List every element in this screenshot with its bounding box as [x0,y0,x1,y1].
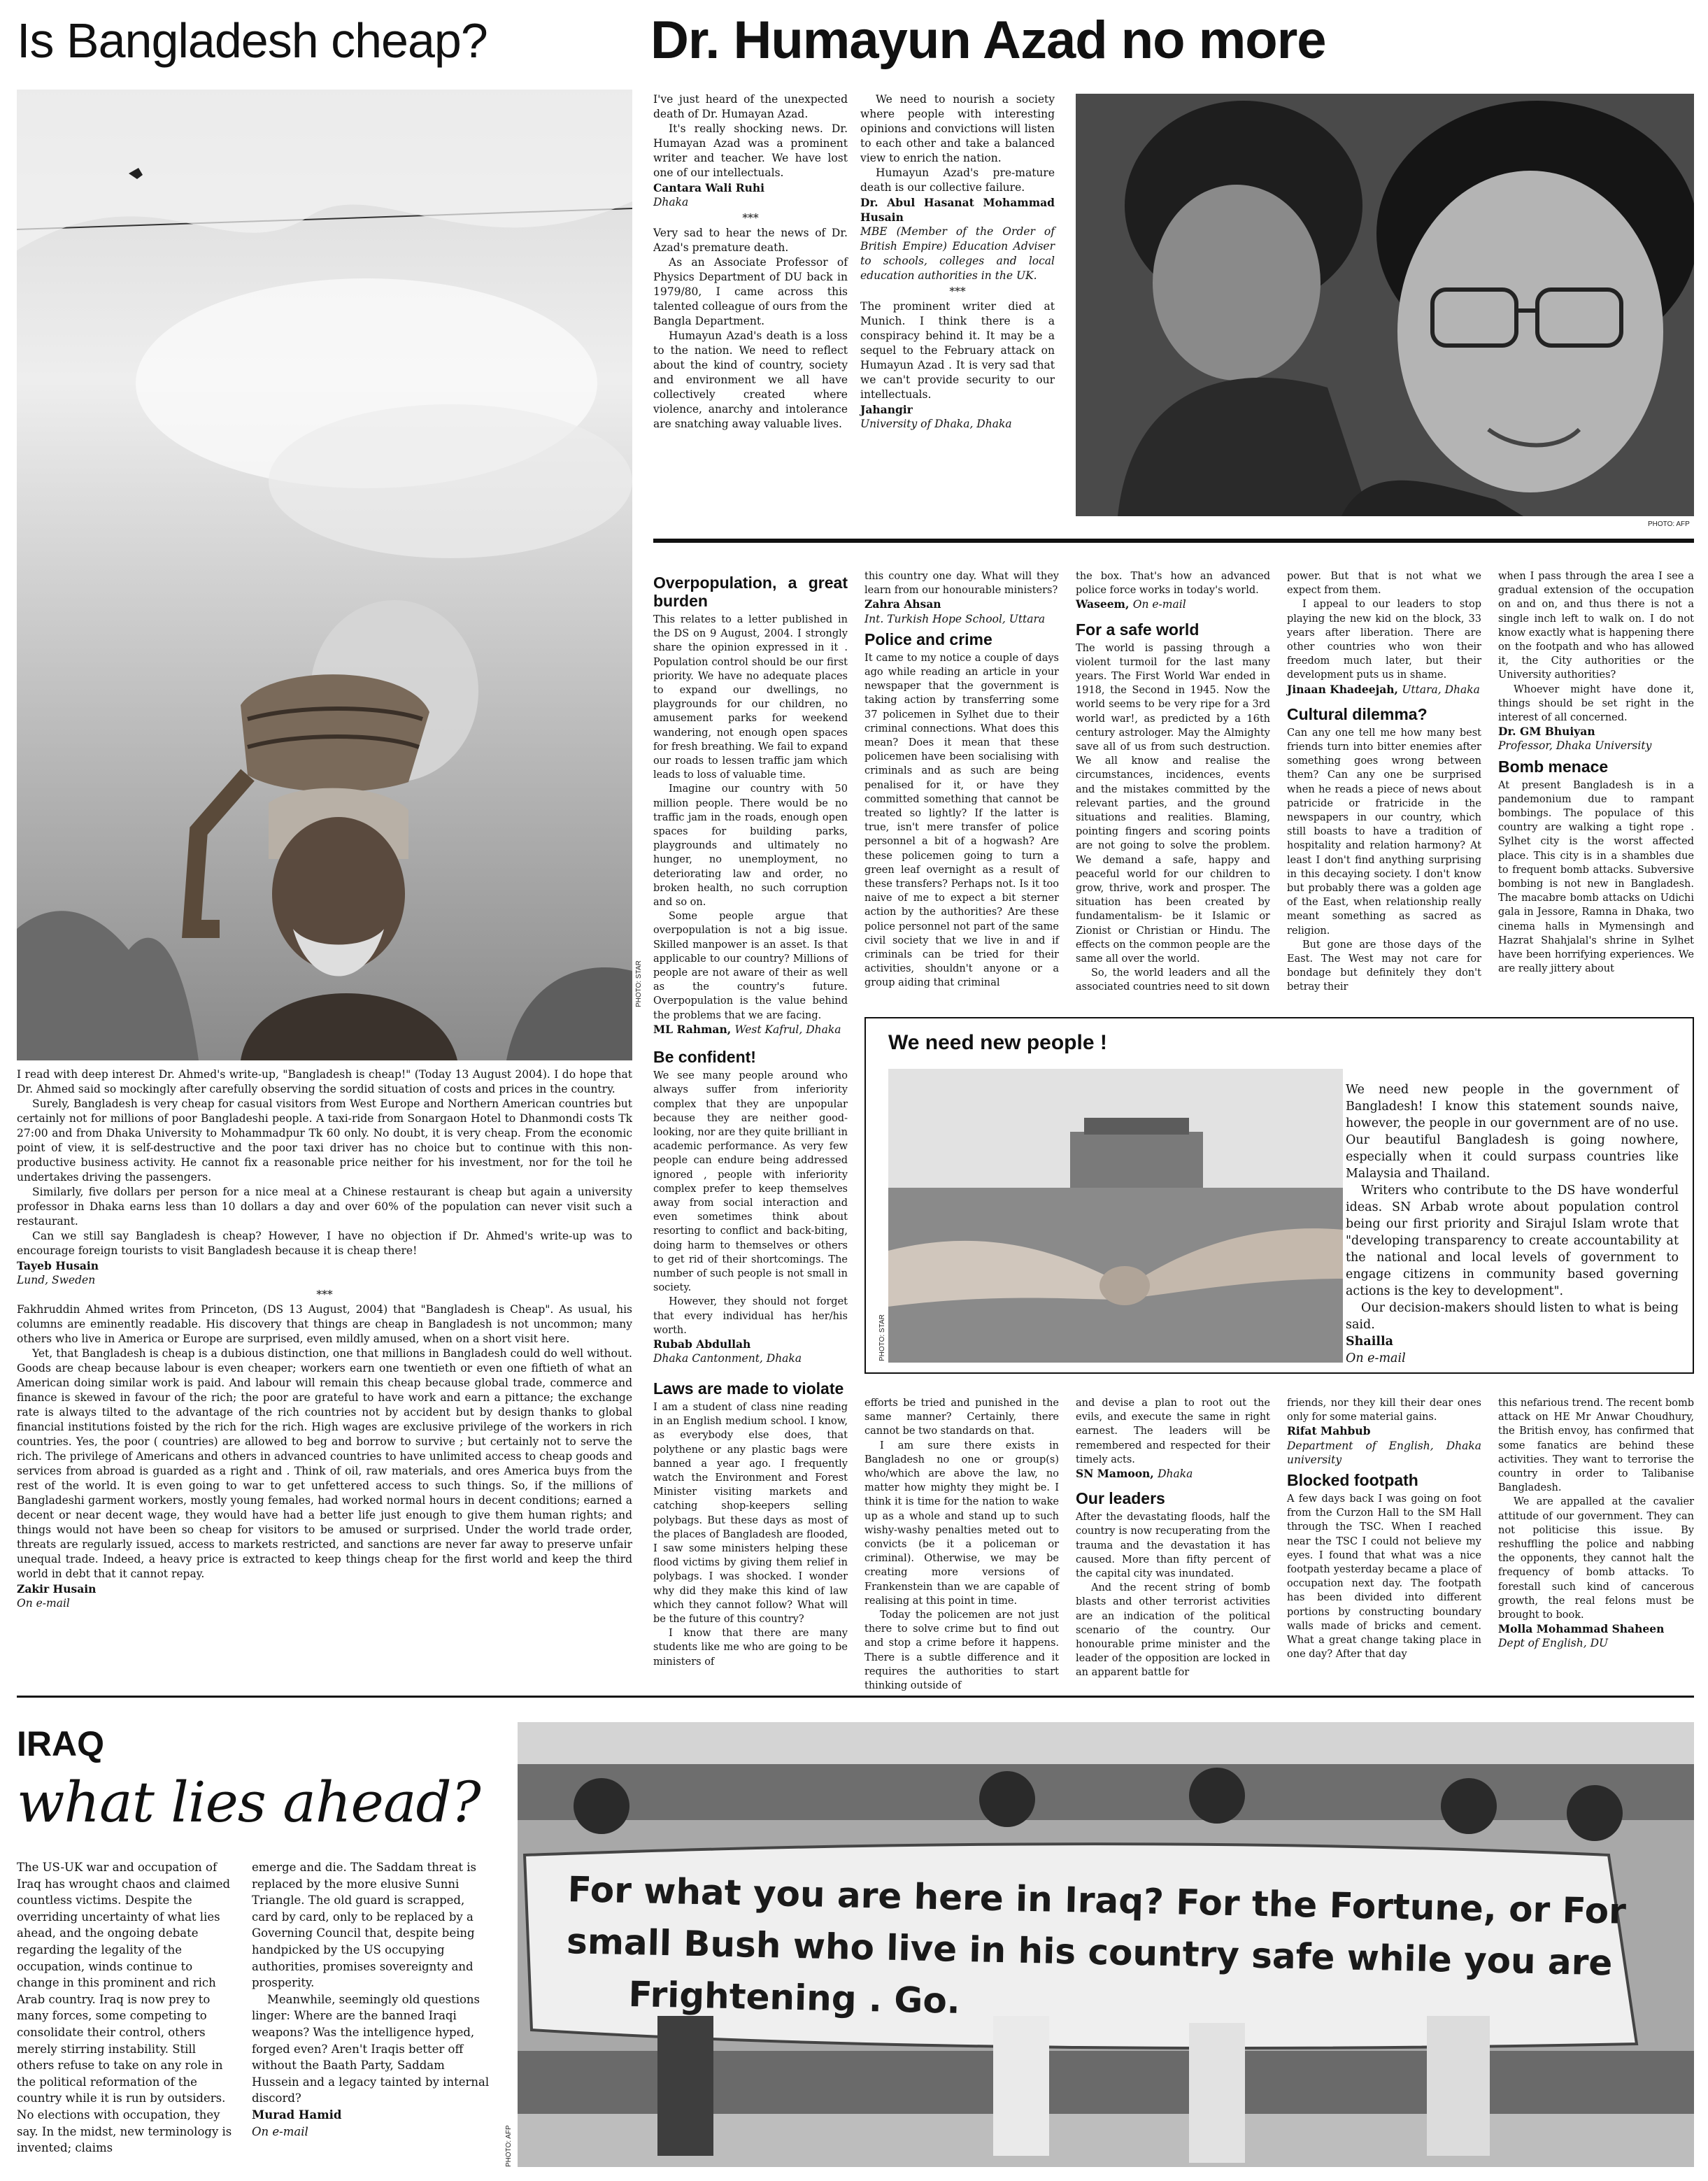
overpop-sig: ML Rahman, West Kafrul, Dhaka [653,1022,841,1036]
azad-c2-aff2: University of Dhaka, Dhaka [860,418,1012,430]
letters-col-2 [864,569,1059,990]
foot-pre: friends, nor they kill their dear ones only for some material gains. [1287,1398,1481,1423]
leaders-title: Our leaders [1076,1489,1165,1508]
protest-banner [565,1863,1631,2041]
letters-col-4 [1287,569,1481,995]
newpeople-p3: Our decision-makers should listen to what is being said. [1346,1301,1679,1332]
confident-p2: However, they should not forget that every individual has her/his worth. [653,1296,848,1336]
azad-c2-aff1: MBE (Member of the Order of British Empire) Education Adviser to schools, colleges and local education authorities in the UK. [860,225,1055,282]
cult-pre2: I appeal to our leaders to stop playing the new kid on the block, 33 years after liberation. There are other countries who won their freedom much later, but their development puts us in shame. [1287,599,1481,681]
laws-p2: I know that there are many students like me who are going to be ministers of [653,1628,848,1668]
left-headline: Is Bangladesh cheap? [17,13,488,68]
azad-c2-sig2: Jahangir [860,403,913,416]
letters-col-1 [653,569,848,1365]
police-pre-sig: Zahra Ahsan [864,597,941,611]
photo-hands [888,1069,1343,1363]
police-p1: It came to my notice a couple of days ago while reading an article in your newspaper that the government is taking action by transferring some 37 policemen in Sylhet due to their criminal connections. What does this mean? Does it mean that these policemen have been socialising with criminals and as such are being penalised for it, or have they committed something that cannot be treated so lightly? If the latter is true, isn't mere transfer of police personnel a bit of a hogwash? Are these policemen going to turn a green leaf overnight as a result of these transfers? Perhaps not. Is it too naive of me to expect a bit sterner action by the authorities? Are these police personnel not part of the same civil society that we live in and if criminals can be tried for their activities, shouldn't anyone or a group aiding that criminal [864,652,1059,989]
safe-pre-sig: Waseem, On e-mail [1076,597,1186,611]
footpath-col [1287,1396,1481,1661]
azad-c2-sig1: Dr. Abul Hasanat Mohammad Husain [860,196,1055,224]
safe-p2: So, the world leaders and all the associated countries need to sit down [1076,967,1270,993]
photo-credit-afp-1: PHOTO: AFP [1648,520,1690,528]
iraq-c2-p2: Meanwhile, seemingly old questions linger: Where are the banned Iraqi weapons? Was the intelligence hyped, forged even? Aren't Iraqis better off without the Baath Party, Saddam Hussein and a legacy tainted by internal discord? [252,1992,490,2105]
section-rule [653,539,1694,543]
newpeople-sig: Shailla [1346,1335,1393,1349]
cheap-p4: Can we still say Bangladesh is cheap? However, I have no objection if Dr. Ahmed's write-up was to encourage foreign tourists to visit Bangladesh because it is cheap there! [17,1230,632,1257]
iraq-title: what lies ahead? [17,1770,481,1835]
iraq-c2-p1: emerge and die. The Saddam threat is replaced by the more elusive Sunni Triangle. The old guard is scrapped, card by card, only to be replaced by a Governing Council that, despite being handpicked by the US occupying authorities, promises sovereignty and prosperity. [252,1861,477,1990]
cheap-p3: Similarly, five dollars per person for a nice meal at a Chinese restaurant is cheap but again a university professor in Dhaka earns less than 10 dollars a day and over 60% of the population can never visit such a restaurant. [17,1186,632,1228]
safe-p1: The world is passing through a violent turmoil for the last many years. The First World War ended in 1918, the Second in 1945. Now the world seems to be very ripe for a 3rd world war!, as predicted by a 16th century astrologer. May the Almighty save all of us from such destruction. We all know and realise the circumstances, incidences, events and the mistakes committed by the relevant parties, and the ground situations and realities. Blaming, pointing fingers and scoring points are not going to solve the problem. We demand a safe, happy and peaceful world for our children to grow, thrive, work and prosper. The situation has been created by fundamentalism- be it Islamic or Zionist or Christian or Hindu. The effects on the common people are the same all over the world. [1076,642,1270,965]
photo-iraq-protest [518,1722,1694,2167]
cult-title: Cultural dilemma? [1287,704,1428,723]
azad-col-1 [653,92,848,432]
photo-azad [1076,94,1694,516]
newpeople-text [1346,1081,1679,1367]
azad-c1-aff1: Dhaka [653,196,689,208]
last-col [1498,1396,1694,1651]
azad-c2-p2: Humayun Azad's pre-mature death is our collective failure. [860,166,1055,194]
last-sig: Molla Mohammad Shaheen [1498,1622,1665,1636]
azad-c1-p4: As an Associate Professor of Physics Department of DU back in 1979/80, I came across this talented colleague of ours from the Bangla Department. [653,256,848,327]
photo-basket-carrier [17,90,632,1060]
bomb-pre: when I pass through the area I see a gradual extension of the occupation on and on, and thus there is not a single inch left to walk on. I do not know exactly what is happening there on the footpath and who has allowed it, the City authorities or the University authorities? [1498,571,1694,681]
overpop-title: Overpopulation, a great burden [653,574,848,610]
photo-credit-afp-2: PHOTO: AFP [505,2125,513,2167]
azad-c1-sig1: Cantara Wali Ruhi [653,181,765,194]
confident-p1: We see many people around who always suffer from inferiority complex that they are unpopular because they are neither good-looking, nor are they quite brilliant in academic performance. As very few people can endure being addressed ignored , people with inferiority complex prefer to keep themselves away from social interaction and even sometimes think about resorting to conflict and back-biting, doing harm to themselves or others to get rid of their shortcomings. The number of such people is not small in society. [653,1070,848,1294]
bottom-rule [17,1696,1694,1698]
cheap-p2: Surely, Bangladesh is very cheap for casual visitors from West Europe and Northern American countries but certainly not for millions of poor Bangladeshi people. A taxi-ride from Sonargaon Hotel to Dhanmondi costs Tk 27:00 and from Dhaka University to Mohammadpur Tk 60 only. No doubt, it is very cheap. From the economic point of view, it is self-destructive and the poor taxi driver has no choice but to continue with this non-productive business activity. He cannot fix a reasonable price neither for his investment, nor for the toil he undertakes driving the passengers. [17,1097,632,1184]
leaders-pre-sig: SN Mamoon, Dhaka [1076,1467,1193,1481]
bomb-p1: At present Bangladesh is in a pandemonium due to rampant bombings. The populace of this country are walking a tight rope . Sylhet city is the worst affected place. This city is in a shambles due to frequent bomb attacks. Subversive bombing is not new in Bangladesh. The macabre bomb attacks on Udichi gala in Jessore, Ramna in Dhaka, two cinema halls in Mymensingh and Hazrat Shahjalal's shrine in Sylhet have been horrifying experiences. We are really jittery about [1498,779,1694,975]
cheap-aff1: Lund, Sweden [17,1274,96,1286]
iraq-aff: On e-mail [252,2124,308,2138]
banner-line-2: small Bush who live in his country safe while you are [566,1921,1613,1984]
bomb-pre2: Whoever might have done it, things should be set right in the interest of all concerned. [1498,683,1694,724]
bomb-title: Bomb menace [1498,757,1609,776]
leaders-col [1076,1396,1270,1680]
azad-c1-p2: It's really shocking news. Dr. Humayan Azad was a prominent writer and teacher. We have lost one of our intellectuals. [653,122,848,179]
photo-credit-star-2: PHOTO: STAR [878,1314,886,1361]
cheap-letters [17,1067,632,1611]
safe-title: For a safe world [1076,620,1200,639]
overpop-p2: Imagine our country with 50 million people. There would be no traffic jam in the roads, enough open spaces for building parks, playgrounds and ultimately no hunger, no unemployment, no deteriorating law and order, no broken health, no such corruption and so on. [653,783,848,909]
cult-pre1: power. But that is not what we expect from them. [1287,571,1481,597]
newpeople-p2: Writers who contribute to the DS have wonderful ideas. SN Arbab wrote about population control being our first priority and Sirajul Islam wrote that "developing transparency to create accountability at the national and local levels of government to engage citizens in community based governing actions is the key to development". [1346,1184,1679,1298]
newpeople-p1: We need new people in the government of Bangladesh! I know this statement sounds naive, however, the people in our government are of no use. Our beautiful Bangladesh is going nowhere, especially when it could surpass countries like Malaysia and Thailand. [1346,1083,1679,1181]
leaders-p1: After the devastating floods, half the country is now recuperating from the trauma and the devastation it has caused. More than fifty percent of the capital city was inundated. [1076,1512,1270,1580]
azad-c2-stars: *** [949,285,966,298]
leaders-p2: And the recent string of bomb blasts and other terrorist activities are an indication of the political scenario of the country. Our honourable prime minister and the leader of the opposition are locked in an apparent battle for [1076,1582,1270,1679]
photo-credit-star-1: PHOTO: STAR [635,960,643,1007]
laws-c2-p2: I am sure there exists in Bangladesh no one or group(s) who/which are above the law, no matter how mighty they might be. I think it is time for the nation to wake up as a whole and stand up to such wishy-washy penalties meted out to convicts (be it a policeman or criminal). Otherwise, we may be creating more versions of Frankenstein than we are capable of realising at this point in time. [864,1440,1059,1607]
last-p1: this nefarious trend. The recent bomb attack on HE Mr Anwar Choudhury, the British envoy, has confirmed that some fanatics are behind these activities. They want to terrorise the country in order to Talibanise Bangladesh. [1498,1398,1694,1494]
laws-p1: I am a student of class nine reading in an English medium school. I know, as everybody else does, that polythene or any plastic bags were banned a year ago. I frequently watch the Environment and Forest Minister visiting markets and catching shop-keepers selling polybags. But these days as most of the places of Bangladesh are flooded, I saw some ministers helping these flood victims by giving them relief in polybags. I was shocked. I wonder why did they make this kind of law which they cannot follow? What will be the future of this country? [653,1402,848,1626]
iraq-col-1 [17,1859,234,2157]
cheap-aff2: On e-mail [17,1597,70,1610]
confident-aff: Dhaka Cantonment, Dhaka [653,1352,802,1365]
right-headline: Dr. Humayun Azad no more [650,10,1326,70]
foot-p1: A few days back I was going on foot from the Curzon Hall to the SM Hall through the TSC. When I reached near the TSC I could not believe my eyes. I found that what was a nice footpath yesterday became a place of occupation next day. The footpath has been divided into different portions by constructing boundary walls made of bricks and cement. What a great change taking place in one day? After that day [1287,1493,1481,1661]
azad-c1-p1: I've just heard of the unexpected death of Dr. Humayan Azad. [653,93,848,120]
foot-title: Blocked footpath [1287,1471,1418,1490]
overpop-p3: Some people argue that overpopulation is not a big issue. Skilled manpower is an asset. Is that applicable to our country? Millions of people are not aware of their as well as the country's future. Overpopulation is the value behind the problems that we are facing. [653,911,848,1021]
police-title: Police and crime [864,630,992,648]
cult-p1: Can any one tell me how many best friends turn into bitter enemies after something goes wrong between them? Can any one be surprised when he reads a piece of news about patricide or fratricide in the newspapers in our country, which still boasts to have a tradition of hospitality and relation harmony? At least I don't find anything surprising in this decaying society. I don't know but probably there was a golden age of the East, when relationship really meant something as sacred as religion. [1287,727,1481,937]
iraq-col-2 [252,1859,490,2140]
laws-col-2 [864,1396,1059,1693]
laws-title: Laws are made to violate [653,1379,844,1398]
police-pre-aff: Int. Turkish Hope School, Uttara [864,612,1046,625]
letters-col-3 [1076,569,1270,995]
cult-p2: But gone are those days of the East. The West may not care for bondage but definitely they don't betray their [1287,939,1481,993]
cheap-p1: I read with deep interest Dr. Ahmed's write-up, "Bangladesh is cheap!" (Today 13 August 2004). I do hope that Dr. Ahmed said so mockingly after carefully observing the sordid situation of costs and prices in the country. [17,1068,632,1095]
azad-col-2 [860,92,1055,432]
laws-c2-p3: Today the policemen are not just there to solve crime but to find out and stop a crime before it happens. There is a subtle difference and it requires the authorities to start thinking outside of [864,1610,1059,1692]
azad-c2-p1: We need to nourish a society where people with interesting opinions and convictions will listen to each other and take a balanced view to enrich the nation. [860,93,1055,164]
azad-c1-stars: *** [742,212,759,225]
bomb-pre-aff: Professor, Dhaka University [1498,739,1652,753]
last-p2: We are appalled at the cavalier attitude of our government. They can not politicise this issue. By reshuffling the police and nabbing the opponents, they cannot halt the frequency of bomb attacks. To forestall such kind of cancerous growth, the real felons must be brought to book. [1498,1496,1694,1621]
azad-c1-p3: Very sad to hear the news of Dr. Azad's premature death. [653,227,848,254]
newpeople-title: We need new people ! [888,1031,1107,1054]
cheap-stars: *** [316,1288,333,1301]
police-pre: this country one day. What will they learn from our honourable ministers? [864,571,1059,597]
overpop-p1: This relates to a letter published in the DS on 9 August, 2004. I strongly share the opinion expressed in it . Population control should be our first priority. We have no adequate places to expand our dwellings, no playgrounds for our children, no amusement parks for weekend wandering, not enough open spaces for fresh breathing. We fail to expand our roads to lessen traffic jam which leads to loss of valuable time. [653,614,848,781]
iraq-c1: The US-UK war and occupation of Iraq has wrought chaos and claimed countless victims. Despite the overriding uncertainty of what lies ahead, and the ongoing debate regarding the legality of the occupation, winds continue to change in this prominent and rich Arab country. Iraq is now prey to many forces, some competing to consolidate their control, others merely stirring instability. Still others refuse to take on any role in the political reformation of the country while it is run by outsiders. No elections with occupation, they say. In the midst, new terminology is invented; claims [17,1861,232,2155]
newpeople-aff: On e-mail [1346,1351,1406,1365]
cheap-sig2: Zakir Husain [17,1582,97,1596]
cheap-sig1: Tayeb Husain [17,1259,99,1272]
iraq-sig: Murad Hamid [252,2108,342,2122]
banner-line-1: For what you are here in Iraq? For the Fortune, or For [567,1869,1627,1932]
azad-c2-p3: The prominent writer died at Munich. I think there is a conspiracy behind it. It may be a sequel to the February attack on Humayun Azad . It is very sad that we can't provide security to our intellectuals. [860,300,1055,401]
laws-col-1 [653,1375,848,1669]
iraq-kicker: IRAQ [17,1724,104,1763]
letters-col-5 [1498,569,1694,976]
laws-c2-p1: efforts be tried and punished in the same manner? Certainly, there cannot be two standards on that. [864,1398,1059,1437]
cheap-p5: Fakhruddin Ahmed writes from Princeton, (DS 13 August, 2004) that "Bangladesh is Cheap". As usual, his columns are eminently readable. His discovery that things are cheap in Bangladesh is not uncommon; many others who live in America or Europe are surprised, even mildly amused, when on a short visit here. [17,1303,632,1345]
last-aff: Dept of English, DU [1498,1637,1609,1650]
bomb-pre-sig: Dr. GM Bhuiyan [1498,725,1595,739]
leaders-pre: and devise a plan to root out the evils, and execute the same in right earnest. The leaders will be remembered and respected for their timely acts. [1076,1398,1270,1465]
confident-title: Be confident! [653,1048,756,1067]
cult-pre-sig: Jinaan Khadeejah, Uttara, Dhaka [1287,682,1480,696]
azad-c1-p5: Humayun Azad's death is a loss to the nation. We need to reflect about the kind of country, society and environment we all have collectively created where violence, anarchy and intolerance are snatching away valuable lives. [653,329,848,430]
foot-pre-aff: Department of English, Dhaka university [1287,1439,1481,1466]
cheap-p6: Yet, that Bangladesh is cheap is a dubious distinction, one that millions in Bangladesh could do well without. Goods are cheap because labour is even cheaper; workers earn one twentieth or even one fiftieth of what an American doing similar work is paid. And labour will remain this cheap because global trade, commerce and finance is skewed in favour of the rich; the poor are grateful to have work and earn a pittance; the exchange rate is always tilted to the advantage of the rich countries not by accident but by design thanks to global financial institutions foisted by the rich for the rich. High wages are exclusive privilege of the workers in rich countries. Yes, the poor ( countries) are allowed to beg and borrow to survive ; but certainly not to serve the rich. The privilege of Americans and others in advanced countries to have unlimited access to cheap goods and services from abroad is guarded as a right and . Think of oil, raw materials, and ores America buys from the rest of the world. It is even going to war to get unfettered access to such things. So, if the millions of Bangladeshi garment workers, mostly young females, had worked normal hours in decent conditions; earned a decent or near decent wage, they would have had a better life just enough to give them human rights; and things would not have been so cheap for visitors to be amused or surprised. Under the world trade order, threats are regularly issued, access to markets restricted, and sanctions are never far away to preserve unfair unequal trade. Indeed, a heavy price is extracted to keep things cheap for the first world and keep the third world in debt that it cannot repay. [17,1347,632,1580]
banner-line-3: Frightening . Go. [627,1973,961,2022]
safe-pre: the box. That's how an advanced police force works in today's world. [1076,571,1270,597]
foot-pre-sig: Rifat Mahbub [1287,1424,1371,1438]
confident-sig: Rubab Abdullah [653,1337,751,1351]
newpeople-box [864,1017,1694,1374]
